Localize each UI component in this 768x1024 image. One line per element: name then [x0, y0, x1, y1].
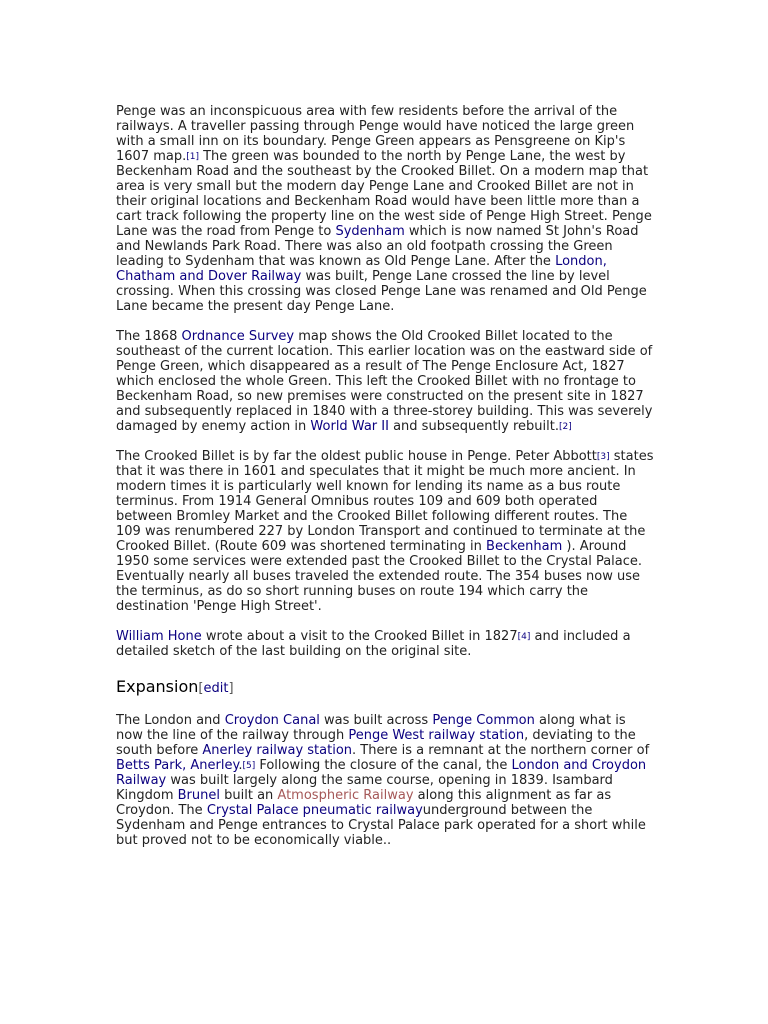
link-betts-park[interactable]: Betts Park, Anerley: [116, 758, 239, 773]
paragraph-expansion: The London and Croydon Canal was built across Penge Common along what is now the line of the railway through Penge West railway station, deviating to the south before Anerley railway station. There is a remnant at the northern corner of Betts Park, Anerley.[5] Following the closure of the canal, the London and Croydon Railway was built largely along the same course, opening in 1839. Isambard Kingdom Brunel built an Atmospheric Railway along this alignment as far as Croydon. The Crystal Palace pneumatic railwayunderground between the Sydenham and Penge entrances to Crystal Palace park operated for a short while but proved not to be economically viable..: [116, 713, 650, 848]
paragraph-crooked-billet: The Crooked Billet is by far the oldest public house in Penge. Peter Abbott[3] states that it was there in 1601 and speculates that it might be much more ancient. In modern times it is particularly well known for lending its name as a bus route terminus. From 1914 General Omnibus routes 109 and 609 both operated between Bromley Market and the Crooked Billet following different routes. The 109 was renumbered 227 by London Transport and continued to terminate at the Crooked Billet. (Route 609 was shortened terminating in Beckenham ). Around 1950 some services were extended past the Crooked Billet to the Crystal Palace. Eventually nearly all buses traveled the extended route. The 354 buses now use the terminus, as do so short running buses on route 194 which carry the destination 'Penge High Street'.: [116, 449, 654, 614]
citation-link-2[interactable]: [2]: [558, 422, 572, 432]
link-penge-west-station[interactable]: Penge West railway station: [348, 728, 525, 743]
link-atmospheric-railway[interactable]: Atmospheric Railway: [277, 788, 414, 803]
link-world-war-ii[interactable]: World War II: [310, 419, 389, 434]
section-heading-expansion: Expansion[edit]: [116, 677, 234, 696]
link-beckenham[interactable]: Beckenham: [486, 539, 563, 554]
article-body: [116, 104, 656, 863]
link-croydon-canal[interactable]: Croydon Canal: [224, 713, 320, 728]
paragraph-history: Penge was an inconspicuous area with few residents before the arrival of the railways. A traveller passing through Penge would have noticed the large green with a small inn on its boundary. Penge Green appears as Pensgreene on Kip's 1607 map.[1] The green was bounded to the north by Penge Lane, the west by Beckenham Road and the southeast by the Crooked Billet. On a modern map that area is very small but the modern day Penge Lane and Crooked Billet are not in their original locations and Beckenham Road would have been little more than a cart track following the property line on the west side of Penge High Street. Penge Lane was the road from Penge to Sydenham which is now named St John's Road and Newlands Park Road. There was also an old footpath crossing the Green leading to Sydenham that was known as Old Penge Lane. After the London, Chatham and Dover Railway was built, Penge Lane crossed the line by level crossing. When this crossing was closed Penge Lane was renamed and Old Penge Lane became the present day Penge Lane.: [116, 104, 652, 314]
citation-link-5[interactable]: [5]: [242, 761, 256, 771]
link-london-chatham-dover-railway[interactable]: London, Chatham and Dover Railway: [116, 254, 607, 284]
link-anerley-station[interactable]: Anerley railway station: [202, 743, 353, 758]
edit-section-link[interactable]: edit: [203, 681, 229, 696]
paragraph-william-hone: William Hone wrote about a visit to the Crooked Billet in 1827[4] and included a detailed sketch of the last building on the original site.: [116, 629, 631, 659]
edit-section-link-wrapper: [edit]: [198, 681, 234, 696]
link-london-croydon-railway[interactable]: London and Croydon Railway: [116, 758, 647, 788]
link-penge-common[interactable]: Penge Common: [432, 713, 535, 728]
citation-link-4[interactable]: [4]: [517, 632, 531, 642]
paragraph-ordnance-survey: The 1868 Ordnance Survey map shows the Old Crooked Billet located to the southeast of the current location. This earlier location was on the eastward side of Penge Green, which disappeared as a result of The Penge Enclosure Act, 1827 which enclosed the whole Green. This left the Crooked Billet with no frontage to Beckenham Road, so new premises were constructed on the present site in 1827 and subsequently replaced in 1840 with a three-storey building. This was severely damaged by enemy action in World War II and subsequently rebuilt.[2]: [116, 329, 653, 434]
link-brunel[interactable]: Brunel: [177, 788, 220, 803]
link-ordnance-survey[interactable]: Ordnance Survey: [181, 329, 295, 344]
citation-link-3[interactable]: [3]: [596, 452, 610, 462]
link-william-hone[interactable]: William Hone: [116, 629, 202, 644]
link-crystal-palace-pneumatic-railway[interactable]: Crystal Palace pneumatic railway: [206, 803, 423, 818]
citation-link-1[interactable]: [1]: [186, 152, 199, 162]
link-sydenham[interactable]: Sydenham: [335, 224, 405, 239]
